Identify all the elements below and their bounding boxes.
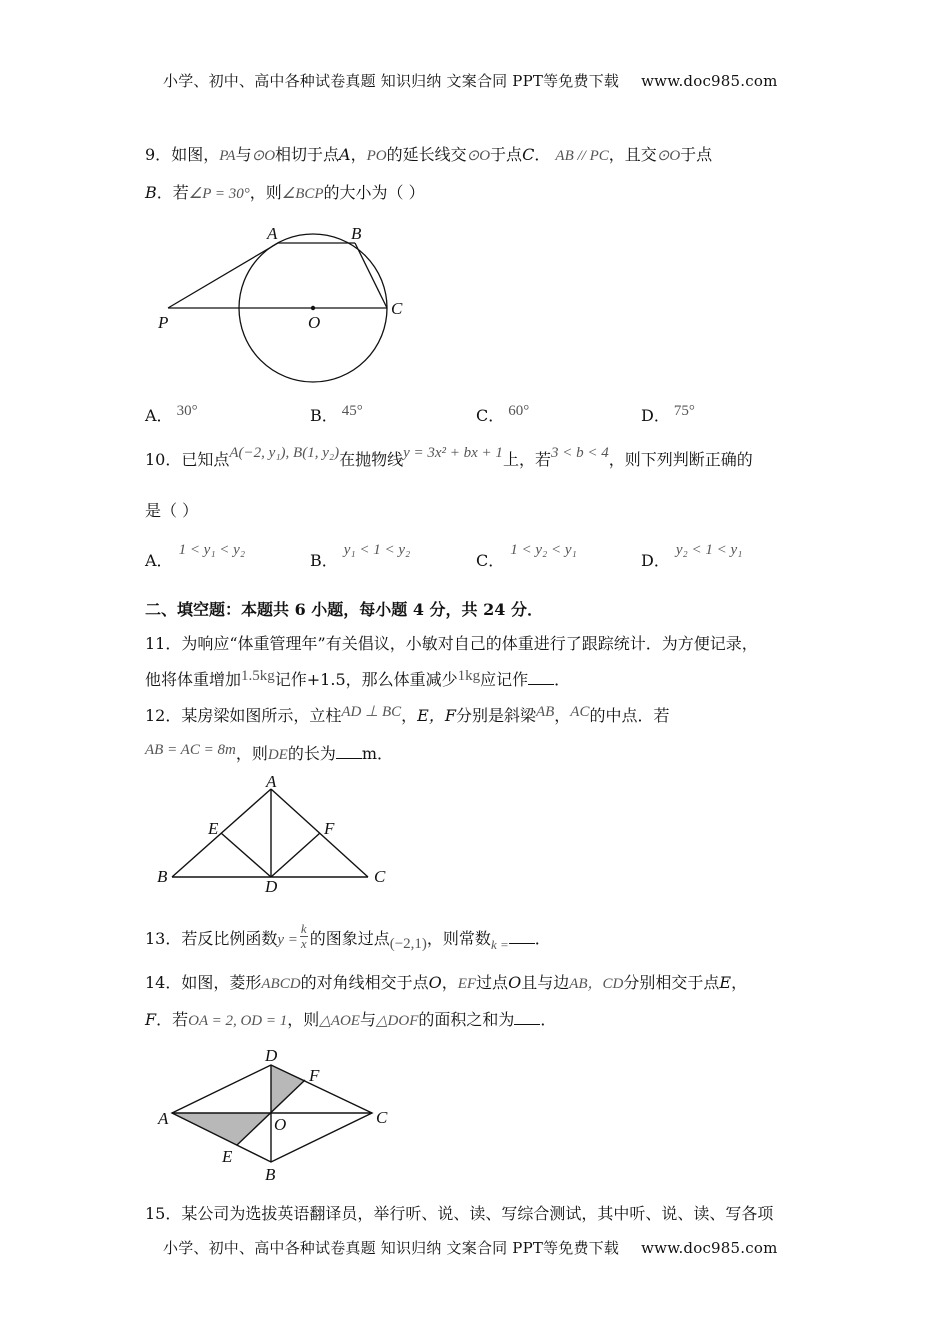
question-12-line1: 12．某房梁如图所示，立柱AD ⊥ BC，E，F分别是斜梁AB，AC的中点．若 xyxy=(145,704,670,725)
footer-banner: 小学、初中、高中各种试卷真题 知识归纳 文案合同 PPT等免费下载 www.doc985.com xyxy=(163,1239,778,1257)
question-9-line2: B．若∠P = 30°，则∠BCP的大小为（ ） xyxy=(145,183,425,202)
question-14-line1: 14．如图，菱形ABCD的对角线相交于点O，EF过点O且与边AB，CD分别相交于点E， xyxy=(145,973,748,992)
question-12-line2: AB = AC = 8m，则DE的长为 m． xyxy=(145,742,394,763)
q9-option-d[interactable]: D． 75° xyxy=(641,403,695,425)
question-10-line2: 是（ ） xyxy=(145,501,199,520)
footer-site-link[interactable]: www.doc985.com xyxy=(641,1239,778,1257)
q10-option-a[interactable]: A．1 < y₁ < y₂ xyxy=(145,542,246,570)
header-banner: 小学、初中、高中各种试卷真题 知识归纳 文案合同 PPT等免费下载 www.doc985.com xyxy=(163,72,778,90)
label-f: F xyxy=(324,819,335,838)
answer-blank-14[interactable] xyxy=(514,1010,540,1025)
label-p: P xyxy=(158,313,169,332)
label-a: A xyxy=(158,1109,169,1128)
label-b: B xyxy=(351,224,362,243)
label-a: A xyxy=(267,224,278,243)
question-15-line1: 15．某公司为选拔英语翻译员，举行听、说、读、写综合测试，其中听、说、读、写各项 xyxy=(145,1204,774,1223)
label-b: B xyxy=(157,867,168,886)
label-b: B xyxy=(265,1165,276,1184)
q10-option-b[interactable]: B．y₁ < 1 < y₂ xyxy=(310,542,411,570)
header-site-link[interactable]: www.doc985.com xyxy=(641,72,778,90)
shaded-triangle-dof xyxy=(271,1065,305,1113)
answer-blank-13[interactable] xyxy=(509,929,535,944)
answer-blank-12[interactable] xyxy=(336,744,362,759)
question-11-line2: 他将体重增加1.5kg记作+1.5，那么体重减少1kg应记作 ． xyxy=(145,668,571,689)
figure-q14-rhombus xyxy=(150,1040,400,1190)
q10-option-d[interactable]: D．y₂ < 1 < y₁ xyxy=(641,542,743,570)
fraction-k-over-x: $\frac{k}{x}$ xyxy=(300,921,307,951)
q10-option-c[interactable]: C．1 < y₂ < y₁ xyxy=(476,542,577,570)
label-c: C xyxy=(376,1108,388,1127)
label-e: E xyxy=(208,819,219,838)
question-14-line2: F．若OA = 2, OD = 1，则△AOE与△DOF的面积之和为 ． xyxy=(145,1010,557,1029)
figure-q12-roof-truss xyxy=(150,775,400,900)
label-c: C xyxy=(374,867,386,886)
label-c: C xyxy=(391,299,403,318)
q9-option-c[interactable]: C． 60° xyxy=(476,403,530,425)
label-a: A xyxy=(266,775,277,791)
label-o: O xyxy=(274,1115,287,1134)
label-d: D xyxy=(265,1046,278,1065)
label-e: E xyxy=(222,1147,233,1166)
brace-df xyxy=(271,833,320,877)
question-10-line1: 10．已知点A(−2, y₁), B(1, y₂)在抛物线y = 3x² + bx + 1上，若3 < b < 4，则下列判断正确的 xyxy=(145,445,753,469)
label-o: O xyxy=(308,313,321,332)
line-pa xyxy=(168,243,278,308)
q9-option-a[interactable]: A． 30° xyxy=(145,403,198,425)
section-2-heading: 二、填空题：本题共 6 小题，每小题 4 分，共 24 分． xyxy=(145,600,543,619)
question-13: 13．若反比例函数y = $\frac{k}{x}$ 的图象过点(−2,1)，则常数$_{k =}$ ． xyxy=(145,921,551,952)
brace-de xyxy=(221,833,271,877)
shaded-triangle-aoe xyxy=(172,1113,271,1145)
question-11-line1: 11．为响应“体重管理年”有关倡议，小敏对自己的体重进行了跟踪统计．为方便记录， xyxy=(145,634,758,653)
line-bc xyxy=(355,243,387,308)
answer-blank-11[interactable] xyxy=(528,670,554,685)
label-d: D xyxy=(265,877,278,896)
question-9-line1: 9．如图，PA与⊙O相切于点A，PO的延长线交⊙O于点C． AB // PC，且交⊙O于点 xyxy=(145,145,713,164)
figure-q9-circle-tangent xyxy=(150,220,420,390)
center-dot xyxy=(311,306,315,310)
q9-option-b[interactable]: B． 45° xyxy=(310,403,363,425)
label-f: F xyxy=(309,1066,320,1085)
